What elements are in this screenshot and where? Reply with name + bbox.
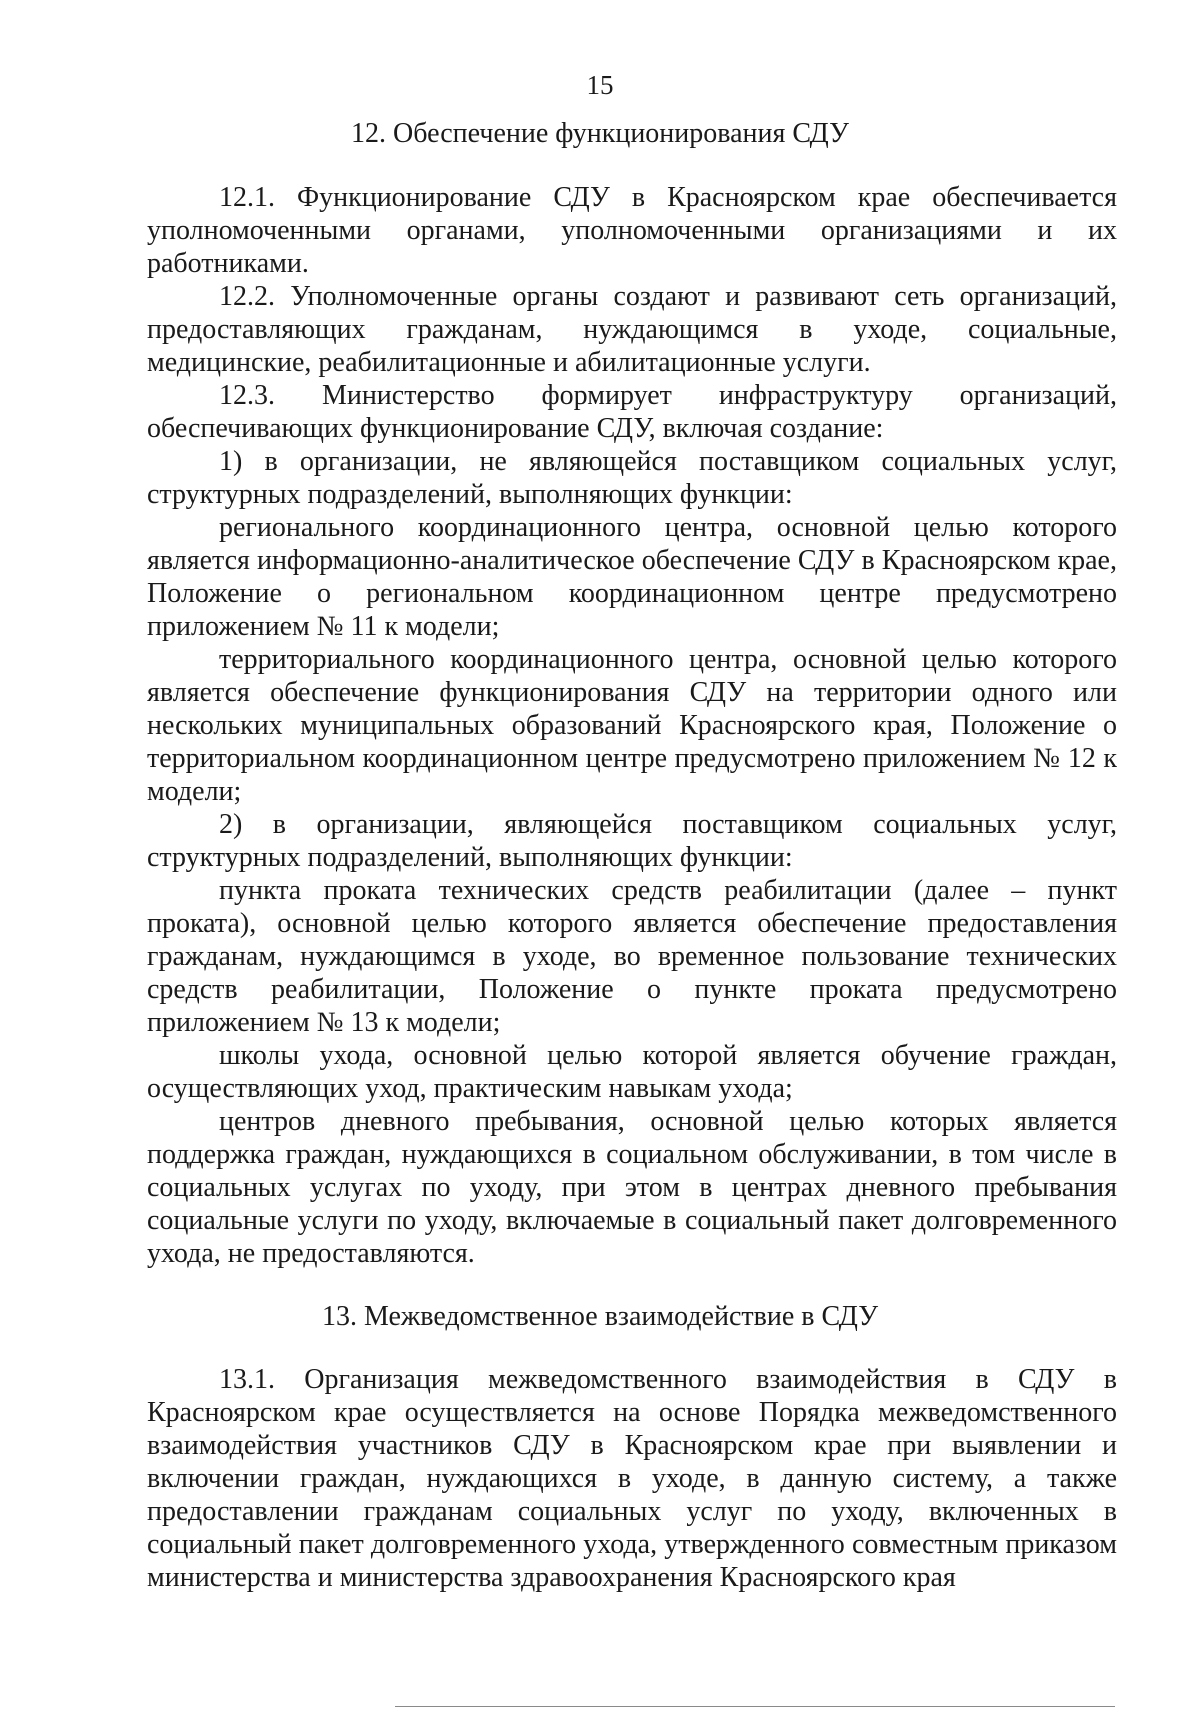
care-school-paragraph: школы ухода, основной целью которой является обучение граждан, осуществляющих уход, практическим навыкам ухода; xyxy=(147,1040,1117,1104)
footer-rule xyxy=(395,1706,1115,1708)
section-12-heading: 12. Обеспечение функционирования СДУ xyxy=(351,118,849,149)
day-centers-paragraph: центров дневного пребывания, основной целью которых является поддержка граждан, нуждающихся в социальном обслуживании, в том числе в социальных услугах по уходу, при этом в центрах дневного пребывания социальные услуги по уходу, включаемые в социальный пакет долговременного ухода, не предоставляются. xyxy=(147,1106,1117,1269)
section-13-heading: 13. Межведомственное взаимодействие в СДУ xyxy=(321,1301,879,1332)
list-item-1: 1) в организации, не являющейся поставщиком социальных услуг, структурных подразделений, выполняющих функции: xyxy=(147,446,1117,510)
section-13-body xyxy=(147,1363,1117,1594)
paragraph-12-2: 12.2. Уполномоченные органы создают и развивают сеть организаций, предоставляющих гражданам, нуждающимся в уходе, социальные, медицинские, реабилитационные и абилитационные услуги. xyxy=(147,281,1117,378)
paragraph-13-1: 13.1. Организация межведомственного взаимодействия в СДУ в Красноярском крае осуществляется на основе Порядка межведомственного взаимодействия участников СДУ в Красноярском крае при выявлении и включении граждан, нуждающихся в уходе, в данную систему, а также предоставлении гражданам социальных услуг по уходу, включенных в социальный пакет долговременного ухода, утвержденного совместным приказом министерства и министерства здравоохранения Красноярского края xyxy=(147,1364,1117,1593)
list-item-2: 2) в организации, являющейся поставщиком социальных услуг, структурных подразделений, выполняющих функции: xyxy=(147,809,1117,873)
paragraph-12-1: 12.1. Функционирование СДУ в Красноярском крае обеспечивается уполномоченными органами, уполномоченными организациями и их работниками. xyxy=(147,182,1117,279)
regional-center-paragraph: регионального координационного центра, основной целью которого является информационно-аналитическое обеспечение СДУ в Красноярском крае, Положение о региональном координационном центре предусмотрено приложением № 11 к модели; xyxy=(147,512,1117,642)
rental-point-paragraph: пункта проката технических средств реабилитации (далее – пункт проката), основной целью которого является обеспечение предоставления гражданам, нуждающимся в уходе, во временное пользование технических средств реабилитации, Положение о пункте проката предусмотрено приложением № 13 к модели; xyxy=(147,875,1117,1038)
section-12-body xyxy=(147,181,1117,1270)
territorial-center-paragraph: территориального координационного центра, основной целью которого является обеспечение функционирования СДУ на территории одного или нескольких муниципальных образований Красноярского края, Положение о территориальном координационном центре предусмотрено приложением № 12 к модели; xyxy=(147,644,1117,807)
page-number: 15 xyxy=(586,70,614,100)
paragraph-12-3: 12.3. Министерство формирует инфраструктуру организаций, обеспечивающих функционирование СДУ, включая создание: xyxy=(147,380,1117,444)
